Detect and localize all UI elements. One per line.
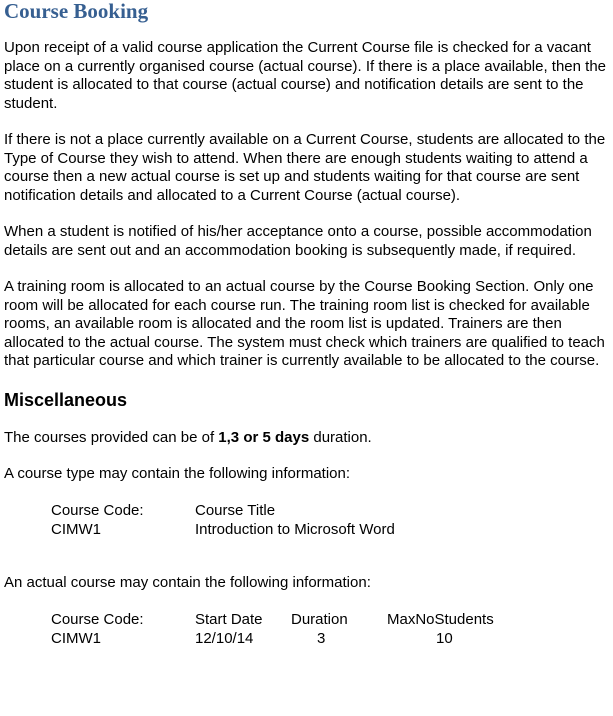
table-cell-max-students: 10	[436, 630, 453, 647]
paragraph-training-room: A training room is allocated to an actual course by the Course Booking Section. Only one room will be allocated for each course run. The training room list is checked for available rooms, an available room is allocated and the room list is updated. Trainers are then allocated to the actual course. The system must check which trainers are qualified to teach that particular course and which trainer is currently available to be allocated to the course.	[4, 278, 605, 369]
duration-suffix: duration.	[309, 428, 372, 446]
table-header-course-code: Course Code:	[51, 611, 144, 628]
table-header-duration: Duration	[291, 611, 348, 628]
table-header-max-students: MaxNoStudents	[387, 611, 494, 628]
table-header-course-code: Course Code:	[51, 501, 144, 519]
table-cell-start-date: 12/10/14	[195, 630, 254, 647]
page-title: Course Booking	[4, 0, 149, 23]
table-header-course-title: Course Title	[195, 501, 276, 519]
table-cell-course-code: CIMW1	[51, 630, 101, 647]
document-page	[4, 0, 609, 648]
paragraph-accommodation: When a student is notified of his/her acceptance onto a course, possible accommodation details are sent out and an accommodation booking is subsequently made, if required.	[4, 223, 592, 259]
paragraph-duration	[4, 429, 609, 448]
paragraph-course-type-intro: A course type may contain the following information:	[4, 465, 351, 482]
paragraph-course-application: Upon receipt of a valid course application the Current Course file is checked for a vacant place on a currently organised course (actual course). If there is a place available, then the student is allocated to that course (actual course) and notification details are sent to the student.	[4, 39, 607, 112]
table-header-start-date: Start Date	[195, 611, 263, 628]
duration-prefix: The courses provided can be of	[4, 428, 219, 446]
section-heading-miscellaneous: Miscellaneous	[4, 389, 128, 410]
paragraph-no-place: If there is not a place currently available on a Current Course, students are allocated to the Type of Course they wish to attend. When there are enough students waiting to attend a course then a new actual course is set up and students waiting for that course are sent notification details and allocated to a Current Course (actual course).	[4, 131, 606, 204]
table-cell-course-title: Introduction to Microsoft Word	[195, 520, 395, 538]
duration-values: 1,3 or 5 days	[218, 428, 310, 446]
table-cell-course-code: CIMW1	[51, 520, 101, 538]
course-type-table	[51, 501, 609, 539]
table-cell-duration: 3	[317, 630, 326, 647]
paragraph-actual-course-intro: An actual course may contain the following information:	[4, 573, 371, 591]
actual-course-table	[51, 610, 609, 648]
